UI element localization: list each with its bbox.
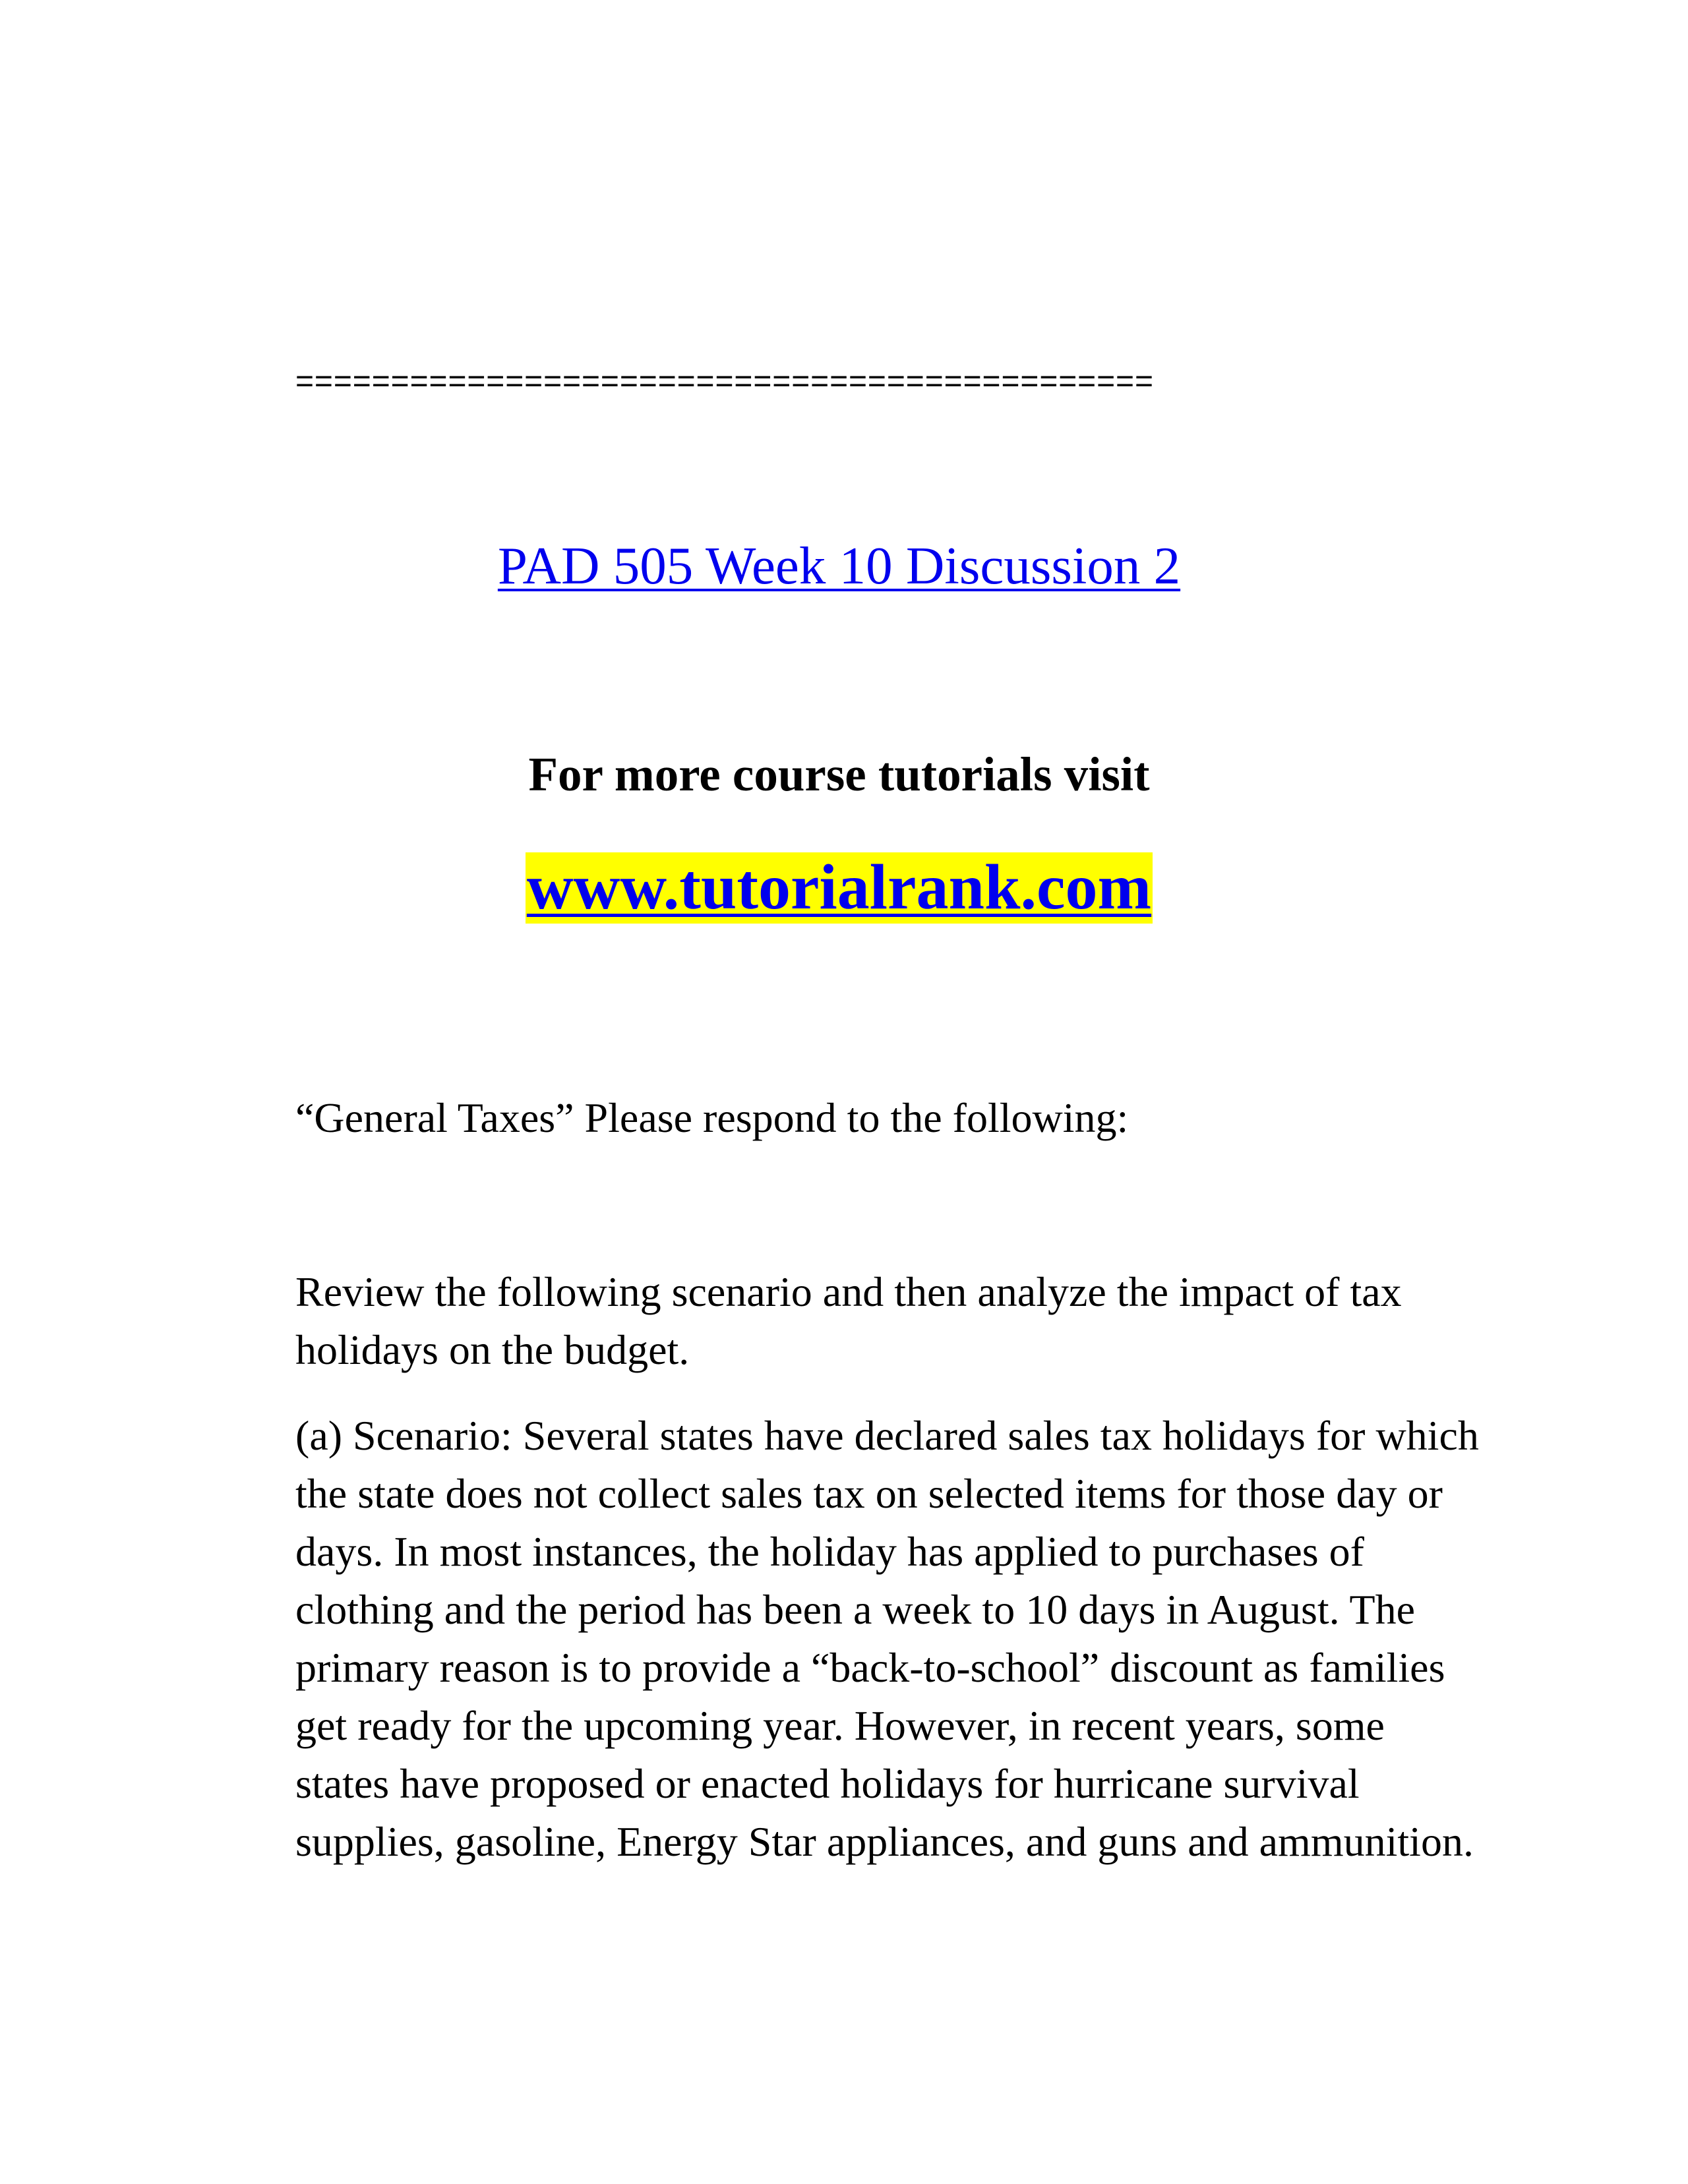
separator-line: ============================================= xyxy=(295,366,1154,398)
highlighted-site xyxy=(526,852,1153,924)
scenario-paragraph: (a) Scenario: Several states have declared sales tax holidays for which the state does not collect sales tax on selected items for those day or days. In most instances, the holiday has applied to purchases of clothing and the period has been a week to 10 days in August. The primary reason is to provide a “back-to-school” discount as families get ready for the upcoming year. However, in recent years, some states have proposed or enacted holidays for hurricane survival supplies, gasoline, Energy Star appliances, and guns and ammunition. xyxy=(295,1412,1479,1865)
prompt-heading: “General Taxes” Please respond to the following: xyxy=(295,1094,1129,1141)
site-link[interactable]: www.tutorialrank.com xyxy=(526,852,1152,923)
promo-link-container xyxy=(0,852,1678,924)
instruction-paragraph: Review the following scenario and then analyze the impact of tax holidays on the budget. xyxy=(295,1268,1402,1373)
promo-text: For more course tutorials visit xyxy=(528,748,1150,801)
title-link[interactable]: PAD 505 Week 10 Discussion 2 xyxy=(497,536,1181,595)
page-title xyxy=(0,536,1678,595)
